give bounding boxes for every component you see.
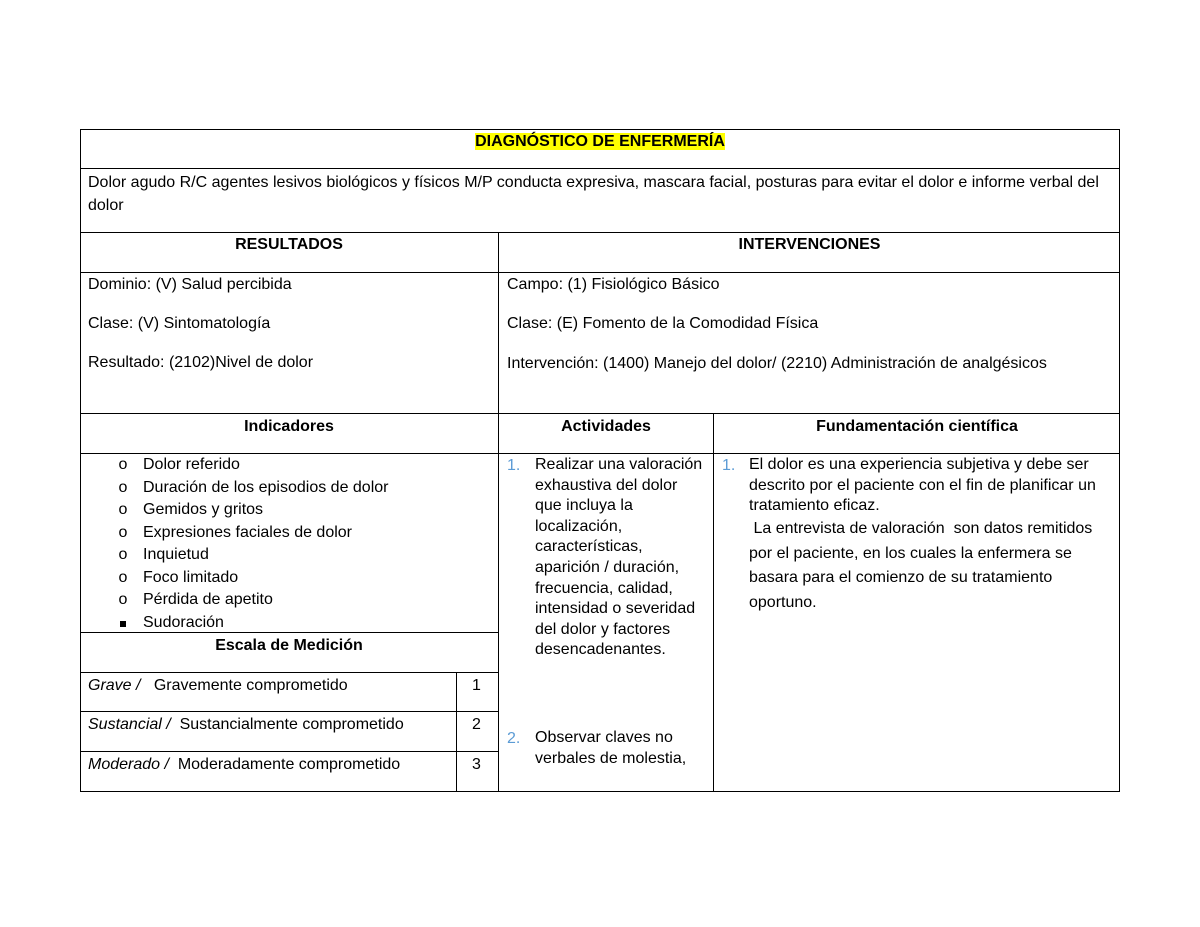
escala-row-moderado: Moderado / Moderadamente comprometido [88, 756, 401, 773]
list-item: Sudoración [88, 612, 388, 635]
page-title: DIAGNÓSTICO DE ENFERMERÍA [475, 133, 725, 150]
resultado-dominio: Dominio: (V) Salud percibida [88, 276, 292, 293]
list-item: o Pérdida de apetito [88, 589, 388, 612]
actividad-2: Observar claves no verbales de molestia, [535, 729, 687, 767]
row-divider [80, 413, 1120, 414]
intervencion-clase: Clase: (E) Fomento de la Comodidad Física [507, 315, 819, 332]
circle-bullet-icon: o [118, 523, 128, 541]
list-item: o Dolor referido [88, 454, 388, 477]
column-divider [498, 232, 499, 792]
circle-bullet-icon: o [118, 568, 128, 586]
circle-bullet-icon: o [118, 456, 128, 473]
resultado-clase: Clase: (V) Sintomatología [88, 315, 271, 332]
list-item: o Foco limitado [88, 567, 388, 590]
circle-bullet-icon: o [118, 591, 128, 608]
escala-value: 2 [472, 716, 481, 733]
header-fundamentacion: Fundamentación científica [816, 418, 1018, 435]
row-divider [80, 711, 499, 712]
escala-value: 1 [472, 677, 481, 694]
column-divider [713, 413, 714, 792]
indicadores-list [88, 454, 388, 634]
fundamentacion-p2: La entrevista de valoración son datos remitidos por el paciente, en los cuales la enfermera se basara para el comienzo de su tratamiento oportuno. [749, 520, 1097, 611]
square-bullet-icon [116, 612, 130, 634]
circle-bullet-icon: o [118, 478, 128, 496]
row-divider [80, 751, 499, 752]
header-resultados: RESULTADOS [235, 236, 343, 253]
row-divider [80, 232, 1120, 233]
resultado-nivel: Resultado: (2102)Nivel de dolor [88, 354, 314, 371]
intervencion-campo: Campo: (1) Fisiológico Básico [507, 276, 720, 293]
escala-row-grave: Grave / Gravemente comprometido [88, 677, 348, 694]
header-actividades: Actividades [561, 418, 651, 435]
circle-bullet-icon: o [118, 546, 128, 563]
column-divider [456, 672, 457, 792]
list-number: 1. [507, 457, 521, 474]
row-divider [80, 168, 1120, 169]
intervencion-detalle: Intervención: (1400) Manejo del dolor/ (2210) Administración de analgésicos [507, 355, 1047, 372]
list-item: o Gemidos y gritos [88, 499, 388, 522]
list-number: 1. [722, 457, 736, 474]
row-divider [80, 672, 499, 673]
header-intervenciones: INTERVENCIONES [738, 236, 881, 253]
list-item: o Expresiones faciales de dolor [88, 522, 388, 545]
escala-value: 3 [472, 756, 481, 773]
fundamentacion-p1: El dolor es una experiencia subjetiva y debe ser descrito por el paciente con el fin de planificar un tratamiento eficaz. [749, 456, 1096, 514]
actividad-1: Realizar una valoración exhaustiva del dolor que incluya la localización, características, aparición / duración, frecuencia, calidad, intensidad o severidad del dolor y factores desencadenantes. [535, 456, 703, 659]
diagnosis-text: Dolor agudo R/C agentes lesivos biológicos y físicos M/P conducta expresiva, mascara facial, posturas para evitar el dolor e informe verbal del dolor [88, 174, 1099, 214]
circle-bullet-icon: o [118, 501, 128, 518]
list-item: o Duración de los episodios de dolor [88, 477, 388, 500]
list-number: 2. [507, 730, 521, 747]
escala-row-sustancial: Sustancial / Sustancialmente comprometido [88, 716, 404, 733]
list-item: o Inquietud [88, 544, 388, 567]
row-divider [80, 272, 1120, 273]
header-escala: Escala de Medición [215, 637, 363, 654]
title-row [80, 131, 1120, 152]
header-indicadores: Indicadores [244, 418, 334, 435]
